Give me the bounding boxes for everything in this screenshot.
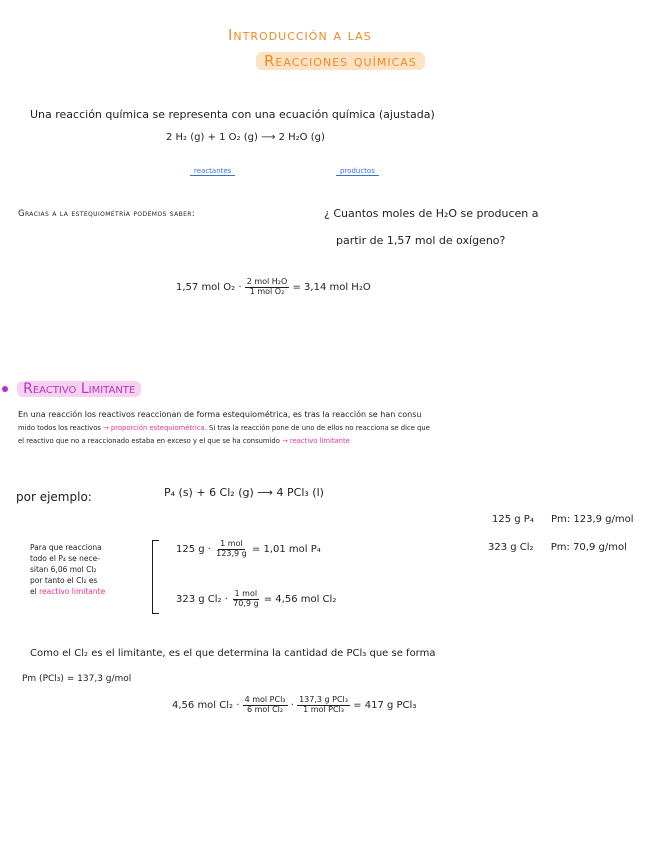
stoichiometry-calc: 1,57 mol O₂ · $\frac{\text{2 mol H₂O}}{\text{1 mol O₂}}$ = 3,14 mol H₂O xyxy=(176,277,371,296)
bullet-icon xyxy=(2,386,8,392)
example-equation: P₄ (s) + 6 Cl₂ (g) ⟶ 4 PCl₃ (l) xyxy=(164,486,324,499)
stoichiometry-lead: Gracias a la estequiometría podemos saber: xyxy=(18,209,196,219)
side-note: Para que reacciona todo el P₄ se nece- sitan 6,06 mol Cl₂ por tanto el Cl₂ es el reactivo limitante xyxy=(30,543,106,596)
conclusion-fraction-2: $\frac{\text{137,3 g PCl₃}}{\text{1 mol PCl₃}}$ xyxy=(299,695,348,714)
conclusion-pm: Pm (PCl₃) = 137,3 g/mol xyxy=(22,674,132,684)
page-title-line1: Introducción a las xyxy=(228,26,372,44)
given-mass-p4: 125 g P₄ Pm: 123,9 g/mol xyxy=(492,514,634,525)
equation-left: 2 H₂ (g) + 1 O₂ (g) xyxy=(166,132,258,143)
stoichiometry-fraction: $\frac{\text{2 mol H₂O}}{\text{1 mol O₂}}$ xyxy=(246,277,288,296)
intro-sentence: Una reacción química se representa con una ecuación química (ajustada) xyxy=(30,108,435,121)
intro-equation xyxy=(166,132,325,143)
limiting-para-2: mido todos los reactivos → proporción estequiométrica. Si tras la reacción pone de uno de ellos no reacciona se dice que xyxy=(18,424,430,432)
equation-arrow: ⟶ xyxy=(261,132,276,143)
equation-right: 2 H₂O (g) xyxy=(278,132,325,143)
calc-p4-fraction: $\frac{\text{1 mol}}{123,9 g}$ xyxy=(216,539,247,558)
page-title-line2: Reacciones químicas xyxy=(256,52,425,70)
bracket xyxy=(152,540,159,614)
given-mass-cl2: 323 g Cl₂ Pm: 70,9 g/mol xyxy=(488,542,627,553)
reactants-label: reactantes xyxy=(190,158,235,177)
stoichiometry-question-1: ¿ Cuantos moles de H₂O se producen a xyxy=(324,207,539,220)
calc-cl2: 323 g Cl₂ · $\frac{\text{1 mol}}{70,9 g}$ = 4,56 mol Cl₂ xyxy=(176,589,337,608)
limiting-para-3: el reactivo que no a reaccionado estaba en exceso y el que se ha consumido → reactivo limitante xyxy=(18,437,350,445)
conclusion-line: Como el Cl₂ es el limitante, es el que determina la cantidad de PCl₃ que se forma xyxy=(30,648,436,659)
conclusion-calc: 4,56 mol Cl₂ · $\frac{\text{4 mol PCl₃}}{\text{6 mol Cl₂}}$ · $\frac{\text{137,3 g PCl₃}}{\text{1 mol PCl₃}}$ = 417 g PCl₃ xyxy=(172,695,417,714)
products-label: productos xyxy=(336,158,379,177)
limiting-para-1: En una reacción los reactivos reaccionan de forma estequiométrica, es tras la reacción se han consu xyxy=(18,410,422,419)
conclusion-fraction-1: $\frac{\text{4 mol PCl₃}}{\text{6 mol Cl₂}}$ xyxy=(244,695,286,714)
limiting-heading: Reactivo Limitante xyxy=(2,378,141,397)
calc-cl2-fraction: $\frac{\text{1 mol}}{70,9 g}$ xyxy=(233,589,259,608)
stoichiometry-question-2: partir de 1,57 mol de oxígeno? xyxy=(336,234,506,247)
example-lead: por ejemplo: xyxy=(16,490,92,504)
calc-p4: 125 g · $\frac{\text{1 mol}}{123,9 g}$ = 1,01 mol P₄ xyxy=(176,539,321,558)
